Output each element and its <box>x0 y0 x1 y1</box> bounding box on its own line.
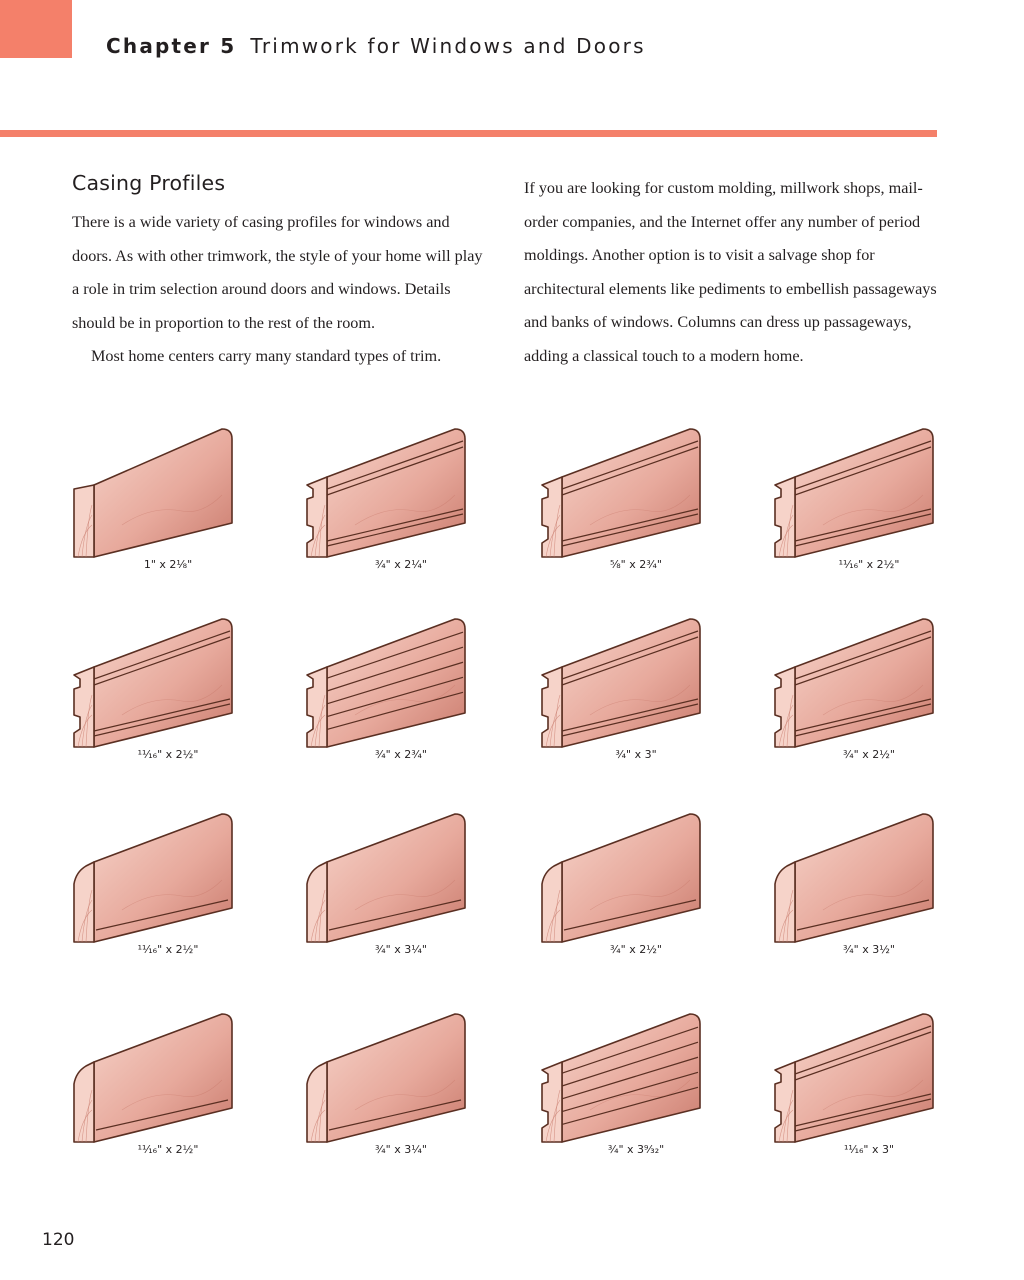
casing-profile-illustration <box>540 1000 705 1150</box>
profile-dimension-label: ¾" x 2¼" <box>375 558 427 571</box>
casing-profile-illustration <box>773 415 938 565</box>
paragraph: If you are looking for custom molding, millwork shops, mail-order companies, and the Internet offer any number of period moldings. Another option is to visit a salvage shop for architectural elements like pediments to embellish passageways and banks of windows. Columns can dress up passageways, adding a classical touch to a modern home. <box>524 179 937 365</box>
body-column-left <box>72 206 492 374</box>
casing-profile-illustration <box>305 1000 470 1150</box>
page-number: 120 <box>42 1230 75 1250</box>
casing-profile-drawing <box>540 1000 705 1150</box>
profile-dimension-label: ¾" x 2¾" <box>375 748 427 761</box>
casing-front-face <box>94 429 232 557</box>
profile-dimension-label: ¾" x 2½" <box>843 748 895 761</box>
profile-dimension-label: ¾" x 3¼" <box>375 943 427 956</box>
profile-dimension-label: ¹¹⁄₁₆" x 2½" <box>137 1143 199 1156</box>
casing-front-face <box>795 814 933 942</box>
casing-profile-illustration <box>540 800 705 950</box>
chapter-accent-block <box>0 0 72 58</box>
casing-profile-drawing <box>773 415 938 565</box>
casing-profile-illustration <box>305 800 470 950</box>
casing-profile-drawing <box>773 1000 938 1150</box>
casing-profile-drawing <box>72 800 237 950</box>
casing-profile-drawing <box>72 415 237 565</box>
paragraph: There is a wide variety of casing profiles for windows and doors. As with other trimwork, the style of your home will play a role in trim selection around doors and windows. Details should be in proportion to the rest of the room. <box>72 213 483 332</box>
casing-front-face <box>94 814 232 942</box>
profile-dimension-label: ¾" x 2½" <box>610 943 662 956</box>
casing-profile-illustration <box>305 415 470 565</box>
chapter-title: Trimwork for Windows and Doors <box>250 34 646 58</box>
profile-dimension-label: ¾" x 3⁹⁄₃₂" <box>607 1143 665 1156</box>
profile-dimension-label: ¾" x 3½" <box>843 943 895 956</box>
casing-front-face <box>562 814 700 942</box>
casing-profile-drawing <box>305 415 470 565</box>
casing-profile-drawing <box>305 1000 470 1150</box>
casing-front-face <box>327 1014 465 1142</box>
body-column-right <box>524 172 944 373</box>
profile-dimension-label: ¾" x 3¼" <box>375 1143 427 1156</box>
profile-dimension-label: ¹¹⁄₁₆" x 3" <box>843 1143 895 1156</box>
casing-front-face <box>327 814 465 942</box>
chapter-number: Chapter 5 <box>106 34 237 58</box>
chapter-heading <box>106 34 646 58</box>
profile-dimension-label: ¹¹⁄₁₆" x 2½" <box>838 558 900 571</box>
casing-profile-drawing <box>305 800 470 950</box>
casing-profile-drawing <box>72 605 237 755</box>
casing-front-face <box>94 1014 232 1142</box>
paragraph: Most home centers carry many standard types of trim. <box>91 347 442 365</box>
profile-dimension-label: ¹¹⁄₁₆" x 2½" <box>137 748 199 761</box>
casing-profile-illustration <box>305 605 470 755</box>
casing-profile-drawing <box>540 605 705 755</box>
casing-end-grain <box>74 485 94 557</box>
casing-profile-illustration <box>72 415 237 565</box>
header-rule <box>0 130 937 137</box>
profile-dimension-label: 1" x 2⅛" <box>143 558 193 571</box>
casing-profile-drawing <box>773 800 938 950</box>
casing-profile-drawing <box>540 800 705 950</box>
casing-profile-illustration <box>540 415 705 565</box>
profile-dimension-label: ¾" x 3" <box>615 748 657 761</box>
profile-dimension-label: ¹¹⁄₁₆" x 2½" <box>137 943 199 956</box>
profile-dimension-label: ⅝" x 2¾" <box>610 558 662 571</box>
casing-profile-drawing <box>773 605 938 755</box>
casing-profile-illustration <box>773 800 938 950</box>
casing-profile-drawing <box>540 415 705 565</box>
section-title: Casing Profiles <box>72 171 226 195</box>
casing-profile-drawing <box>305 605 470 755</box>
casing-profile-drawing <box>72 1000 237 1150</box>
casing-profile-illustration <box>773 605 938 755</box>
casing-profile-illustration <box>72 1000 237 1150</box>
casing-profile-illustration <box>72 605 237 755</box>
casing-profile-illustration <box>773 1000 938 1150</box>
casing-profile-illustration <box>72 800 237 950</box>
casing-profile-illustration <box>540 605 705 755</box>
